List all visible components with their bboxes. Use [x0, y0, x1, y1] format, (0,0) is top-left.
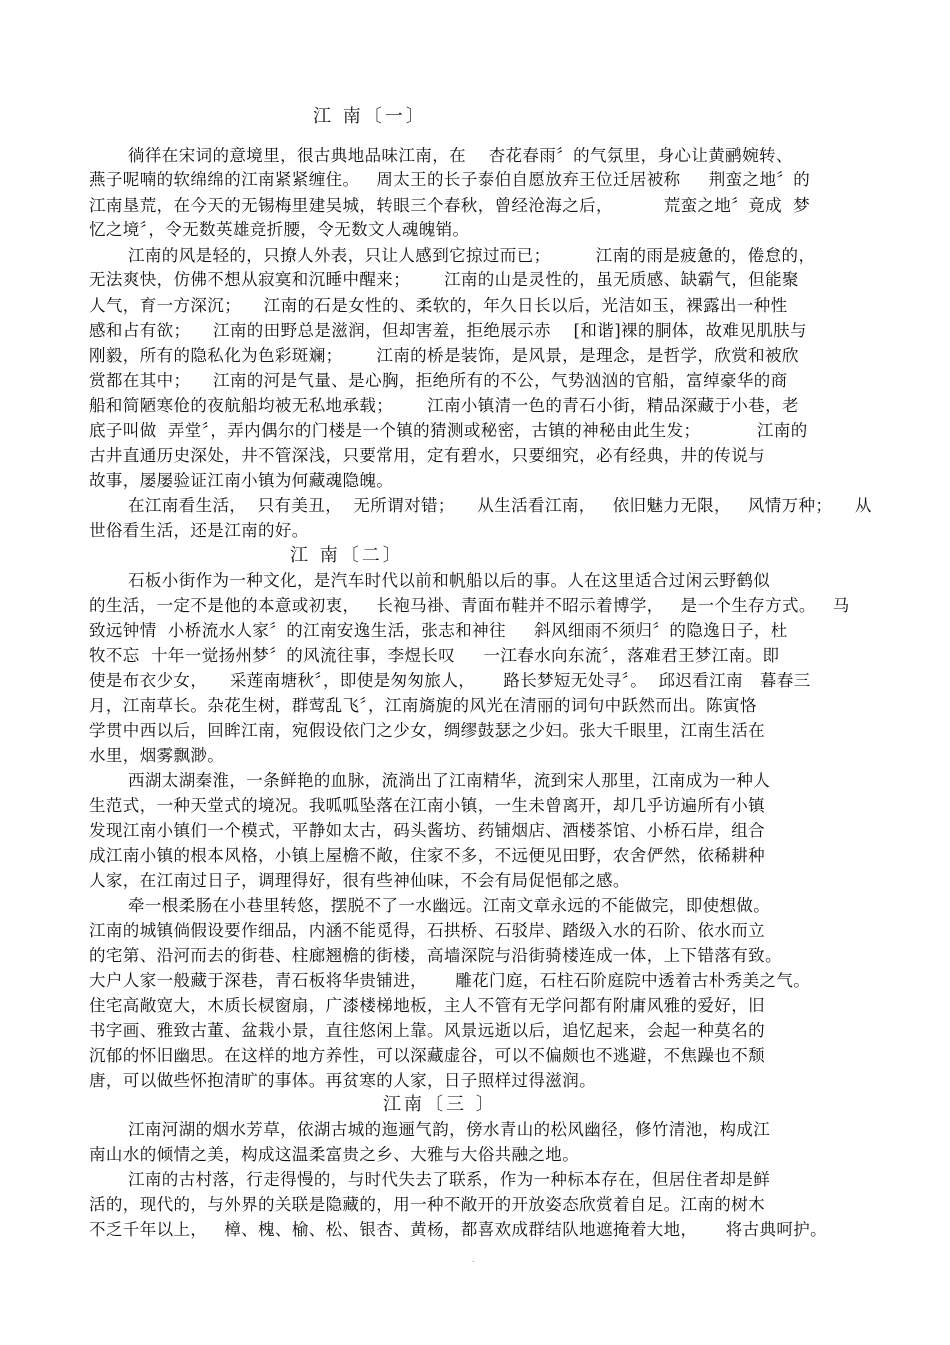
text-line: 沉郁的怀旧幽思。在这样的地方养性，可以深藏虚谷，可以不偏颇也不逃避，不焦躁也不颓 [89, 1046, 765, 1065]
section-title: 江 南〔一〕 [313, 106, 427, 127]
text-line: 江南河湖的烟水芳草，依湖古城的迤逦气韵，傍水青山的松风幽径，修竹清池，构成江 [128, 1120, 771, 1139]
text-line: 人气，育一方深沉； 江南的石是女性的、柔软的，年久日长以后，光洁如玉，裸露出一种性 [89, 296, 788, 315]
text-line: 月，江南草长。杂花生树，群莺乱飞〞，江南旖旎的风光在清丽的词句中跃然而出。陈寅恪 [89, 696, 757, 715]
text-line: 赏都在其中； 江南的河是气量、是心胸，拒绝所有的不公，气势汹汹的官船，富绰豪华的商 [89, 371, 788, 390]
text-line: 刚毅，所有的隐私化为色彩斑斓； 江南的桥是装饰，是风景，是理念，是哲学，欣赏和被欣 [89, 346, 799, 365]
section-title: 江南〔三 〕 [383, 1094, 497, 1115]
text-line: 江南的城镇倘假设要作细品，内涵不能觅得，石拱桥、石驳岸、踏级入水的石阶、依水而立 [89, 921, 765, 940]
text-line: 的宅第、沿河而去的街巷、柱廊翘檐的街楼，高墙深院与沿街骑楼连成一体，上下错落有致。 [89, 946, 782, 965]
text-line: 生范式，一种天堂式的境况。我呱呱坠落在江南小镇，一生未曾离开，却几乎访遍所有小镇 [89, 796, 765, 815]
section-title: 江 南〔二〕 [290, 545, 404, 566]
text-line: 感和占有欲； 江南的田野总是滋润，但却害羞，拒绝展示赤 [和谐]裸的胴体，故难见肌肤与 [89, 321, 807, 340]
text-line: 牧不忘 十年一觉扬州梦〞的风流往事，李煜长叹 一江春水向东流〞，落难君王梦江南。即 [89, 646, 780, 665]
text-line: 发现江南小镇们一个模式，平静如太古，码头酱坊、药铺烟店、酒楼茶馆、小桥石岸，组合 [89, 821, 765, 840]
text-line: 故事，屡屡验证江南小镇为何藏魂隐魄。 [89, 471, 394, 490]
text-line: 水里，烟雾飘渺。 [89, 746, 225, 765]
text-line: 致远钟情 小桥流水人家〞的江南安逸生活，张志和神往 斜风细雨不须归〞的隐逸日子，杜 [89, 621, 788, 640]
text-line: 的生活，一定不是他的本意或初衷， 长袍马褂、青面布鞋并不昭示着博学， 是一个生存方式。 马 [89, 596, 850, 615]
text-line: 在江南看生活， 只有美丑， 无所谓对错； 从生活看江南， 依旧魅力无限， 风情万种； 从 [128, 496, 872, 515]
text-line: 不乏千年以上， 樟、槐、榆、松、银杏、黄杨，都喜欢成群结队地遮掩着大地， 将古典呵护。 [89, 1220, 828, 1239]
text-line: 活的，现代的，与外界的关联是隐藏的，用一种不敞开的开放姿态欣赏着自足。江南的树木 [89, 1195, 765, 1214]
text-line: 船和简陋寒伧的夜航船均被无私地承载； 江南小镇清一色的青石小街，精品深藏于小巷，老 [89, 396, 799, 415]
text-line: 西湖太湖秦淮，一条鲜艳的血脉，流淌出了江南精华，流到宋人那里，江南成为一种人 [128, 771, 771, 790]
text-line: 无法爽快，仿佛不想从寂寞和沉睡中醒来； 江南的山是灵性的，虽无质感、缺霸气，但能聚 [89, 270, 799, 289]
text-line: 燕子呢喃的软绵绵的江南紧紧缠住。 周太王的长子泰伯自愿放弃王位迁居被称 荆蛮之地〞的 [89, 170, 811, 189]
text-line: 使是布衣少女， 采莲南塘秋〞，即使是匆匆旅人， 路长梦短无处寻〞。 邱迟看江南 暮春三 [89, 671, 811, 690]
text-line: 古井直通历史深处，井不管深浅，只要常用，定有碧水，只要细究，必有经典，井的传说与 [89, 446, 765, 465]
text-line: 唐，可以做些怀抱清旷的事体。再贫寒的人家，日子照样过得滋润。 [89, 1071, 596, 1090]
text-line: 江南垦荒，在今天的无锡梅里建吴城，转眼三个春秋，曾经沧海之后， 荒蛮之地〞竟成 梦 [89, 196, 811, 215]
text-line: 底子叫做 弄堂〞，弄内偶尔的门楼是一个镇的猜测或秘密，古镇的神秘由此生发； 江南的 [89, 421, 808, 440]
text-line: 徜徉在宋词的意境里，很古典地品味江南，在 杏花春雨〞的气氛里，身心让黄鹂婉转、 [128, 146, 793, 165]
text-line: 学贯中西以后，回眸江南，宛假设依门之少女，绸缪鼓瑟之少妇。张大千眼里，江南生活在 [89, 721, 765, 740]
text-line: 世俗看生活，还是江南的好。 [89, 521, 309, 540]
text-line: 大户人家一般藏于深巷，青石板将华贵铺进， 雕花门庭，石柱石阶庭院中透着古朴秀美之气。 [89, 971, 811, 990]
text-line: 南山水的倾情之美，构成这温柔富贵之乡、大雅与大俗共融之地。 [89, 1145, 580, 1164]
text-line: 江南的古村落，行走得慢的，与时代失去了联系，作为一种标本存在，但居住者却是鲜 [128, 1170, 771, 1189]
text-line: 石板小街作为一种文化，是汽车时代以前和帆船以后的事。人在这里适合过闲云野鹤似 [128, 571, 771, 590]
text-line: 人家，在江南过日子，调理得好，很有些神仙味，不会有局促悒郁之感。 [89, 871, 630, 890]
text-line: 江南的风是轻的，只撩人外表，只让人感到它掠过而已； 江南的雨是疲惫的，倦怠的， [128, 246, 816, 265]
footer-mark: . [472, 1255, 475, 1264]
text-line: 忆之境〞，令无数英雄竞折腰，令无数文人魂魄销。 [89, 220, 470, 239]
text-line: 牵一根柔肠在小巷里转悠，摆脱不了一水幽远。江南文章永远的不能做完，即使想做。 [128, 896, 771, 915]
text-line: 住宅高敞宽大，木质长棂窗扇，广漆楼梯地板，主人不管有无学问都有附庸风雅的爱好，旧 [89, 996, 765, 1015]
text-line: 成江南小镇的根本风格，小镇上屋檐不敞，住家不多，不远便见田野，农舍俨然，依稀耕种 [89, 846, 765, 865]
text-line: 书字画、雅致古董、盆栽小景，直往悠闲上靠。风景远逝以后，追忆起来，会起一种莫名的 [89, 1021, 765, 1040]
